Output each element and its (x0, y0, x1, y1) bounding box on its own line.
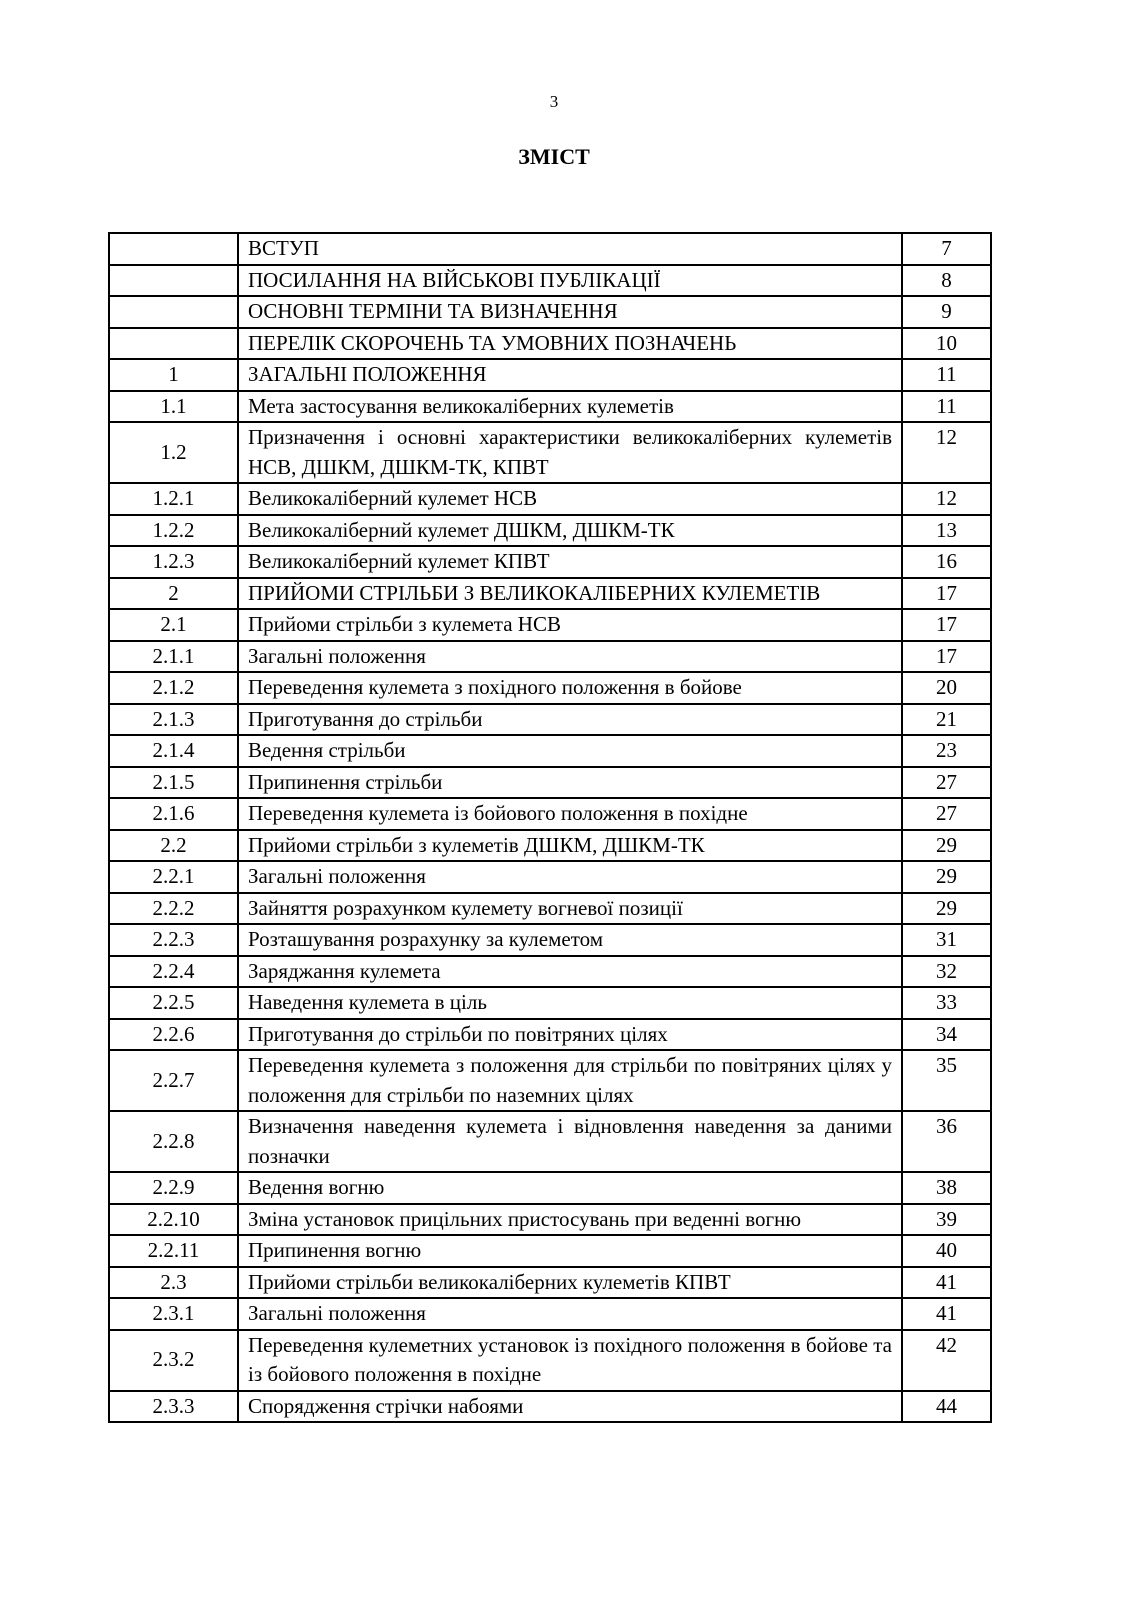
toc-row (109, 798, 991, 830)
toc-page-number: 11 (902, 359, 991, 391)
toc-section-title: Прийоми стрільби з кулемета НСВ (238, 609, 902, 641)
toc-page-number: 12 (902, 422, 991, 483)
page-number: 3 (549, 92, 559, 111)
toc-page-number: 12 (902, 483, 991, 515)
toc-page-number: 11 (902, 391, 991, 423)
toc-section-title: ОСНОВНІ ТЕРМІНИ ТА ВИЗНАЧЕННЯ (238, 296, 902, 328)
toc-section-title: Великокаліберний кулемет КПВТ (238, 546, 902, 578)
toc-row (109, 233, 991, 265)
toc-page-number: 42 (902, 1330, 991, 1391)
toc-section-title: Прийоми стрільби великокаліберних кулеметів КПВТ (238, 1267, 902, 1299)
toc-section-title: Наведення кулемета в ціль (238, 987, 902, 1019)
toc-section-number: 2.2.9 (109, 1172, 238, 1204)
toc-row (109, 704, 991, 736)
toc-section-title: Переведення кулемета з похідного положення в бойове (238, 672, 902, 704)
toc-section-number: 2.2.1 (109, 861, 238, 893)
toc-page-number: 44 (902, 1391, 991, 1423)
toc-row (109, 1050, 991, 1111)
toc-row (109, 1330, 991, 1391)
toc-row (109, 1204, 991, 1236)
toc-page-number: 17 (902, 641, 991, 673)
toc-section-title: Переведення кулеметних установок із похідного положення в бойове та із бойового положення в похідне (238, 1330, 902, 1391)
toc-section-number: 2.2.10 (109, 1204, 238, 1236)
toc-section-title: ПЕРЕЛІК СКОРОЧЕНЬ ТА УМОВНИХ ПОЗНАЧЕНЬ (238, 328, 902, 360)
toc-row (109, 328, 991, 360)
table-of-contents (108, 232, 992, 1423)
toc-page-number: 31 (902, 924, 991, 956)
toc-page-number: 17 (902, 609, 991, 641)
toc-page-number: 36 (902, 1111, 991, 1172)
toc-section-number: 2.1.3 (109, 704, 238, 736)
toc-section-number: 2 (109, 578, 238, 610)
toc-page-number: 7 (902, 233, 991, 265)
toc-section-number: 2.3.1 (109, 1298, 238, 1330)
toc-page-number: 17 (902, 578, 991, 610)
toc-section-title: Великокаліберний кулемет ДШКМ, ДШКМ-ТК (238, 515, 902, 547)
toc-section-title: Спорядження стрічки набоями (238, 1391, 902, 1423)
toc-row (109, 672, 991, 704)
toc-section-number: 1.2 (109, 422, 238, 483)
toc-section-number: 2.1 (109, 609, 238, 641)
toc-section-title: Призначення і основні характеристики великокаліберних кулеметів НСВ, ДШКМ, ДШКМ-ТК, КПВТ (238, 422, 902, 483)
toc-section-title: Приготування до стрільби по повітряних цілях (238, 1019, 902, 1051)
toc-row (109, 1111, 991, 1172)
toc-section-title: Зайняття розрахунком кулемету вогневої позиції (238, 893, 902, 925)
toc-section-number: 2.3 (109, 1267, 238, 1299)
toc-section-number: 1.2.1 (109, 483, 238, 515)
toc-section-title: Припинення стрільби (238, 767, 902, 799)
toc-page-number: 10 (902, 328, 991, 360)
toc-row (109, 641, 991, 673)
toc-page-number: 38 (902, 1172, 991, 1204)
toc-section-number: 2.2 (109, 830, 238, 862)
toc-page-number: 40 (902, 1235, 991, 1267)
toc-section-number: 2.3.2 (109, 1330, 238, 1391)
toc-section-title: Прийоми стрільби з кулеметів ДШКМ, ДШКМ-ТК (238, 830, 902, 862)
toc-section-number (109, 265, 238, 297)
toc-row (109, 735, 991, 767)
toc-section-number: 2.2.6 (109, 1019, 238, 1051)
toc-row (109, 1019, 991, 1051)
toc-section-number: 2.2.3 (109, 924, 238, 956)
toc-section-title: Визначення наведення кулемета і відновлення наведення за даними позначки (238, 1111, 902, 1172)
toc-section-title: Зміна установок прицільних пристосувань при веденні вогню (238, 1204, 902, 1236)
toc-section-title: ВСТУП (238, 233, 902, 265)
toc-page-number: 27 (902, 767, 991, 799)
toc-section-title: ПОСИЛАННЯ НА ВІЙСЬКОВІ ПУБЛІКАЦІЇ (238, 265, 902, 297)
toc-section-number: 2.2.7 (109, 1050, 238, 1111)
toc-row (109, 546, 991, 578)
toc-section-title: Загальні положення (238, 641, 902, 673)
toc-section-number: 1.2.2 (109, 515, 238, 547)
page-title: ЗМІСТ (518, 144, 590, 169)
toc-row (109, 1235, 991, 1267)
toc-section-title: Переведення кулемета з положення для стрільби по повітряних цілях у положення для стрільби по наземних цілях (238, 1050, 902, 1111)
toc-page-number: 39 (902, 1204, 991, 1236)
toc-section-title: ПРИЙОМИ СТРІЛЬБИ З ВЕЛИКОКАЛІБЕРНИХ КУЛЕМЕТІВ (238, 578, 902, 610)
toc-page-number: 21 (902, 704, 991, 736)
toc-row (109, 1267, 991, 1299)
toc-page-number: 41 (902, 1298, 991, 1330)
toc-page-number: 29 (902, 830, 991, 862)
toc-row (109, 265, 991, 297)
toc-section-title: Припинення вогню (238, 1235, 902, 1267)
toc-row (109, 767, 991, 799)
toc-section-number: 1.2.3 (109, 546, 238, 578)
toc-page-number: 16 (902, 546, 991, 578)
toc-row (109, 515, 991, 547)
toc-section-number: 2.1.4 (109, 735, 238, 767)
toc-page-number: 33 (902, 987, 991, 1019)
toc-section-title: Ведення стрільби (238, 735, 902, 767)
toc-section-title: Великокаліберний кулемет НСВ (238, 483, 902, 515)
toc-page-number: 20 (902, 672, 991, 704)
toc-row (109, 1172, 991, 1204)
toc-section-title: ЗАГАЛЬНІ ПОЛОЖЕННЯ (238, 359, 902, 391)
toc-section-number: 2.3.3 (109, 1391, 238, 1423)
toc-row (109, 483, 991, 515)
toc-page-number: 34 (902, 1019, 991, 1051)
toc-row (109, 861, 991, 893)
toc-page-number: 8 (902, 265, 991, 297)
toc-section-title: Ведення вогню (238, 1172, 902, 1204)
toc-section-title: Приготування до стрільби (238, 704, 902, 736)
toc-section-title: Загальні положення (238, 1298, 902, 1330)
toc-section-number: 2.1.1 (109, 641, 238, 673)
toc-row (109, 391, 991, 423)
toc-section-number: 2.1.5 (109, 767, 238, 799)
toc-page-number: 13 (902, 515, 991, 547)
toc-page-number: 32 (902, 956, 991, 988)
toc-row (109, 578, 991, 610)
toc-page-number: 35 (902, 1050, 991, 1111)
toc-section-number: 1.1 (109, 391, 238, 423)
toc-section-number: 1 (109, 359, 238, 391)
toc-row (109, 987, 991, 1019)
toc-section-number: 2.1.6 (109, 798, 238, 830)
toc-section-number: 2.2.2 (109, 893, 238, 925)
toc-section-number: 2.1.2 (109, 672, 238, 704)
toc-row (109, 1391, 991, 1423)
toc-row (109, 924, 991, 956)
toc-section-title: Загальні положення (238, 861, 902, 893)
toc-section-title: Мета застосування великокаліберних кулеметів (238, 391, 902, 423)
toc-section-title: Розташування розрахунку за кулеметом (238, 924, 902, 956)
toc-page-number: 23 (902, 735, 991, 767)
toc-section-number (109, 233, 238, 265)
toc-section-title: Заряджання кулемета (238, 956, 902, 988)
toc-row (109, 296, 991, 328)
toc-row (109, 1298, 991, 1330)
toc-section-number: 2.2.5 (109, 987, 238, 1019)
toc-page-number: 9 (902, 296, 991, 328)
toc-section-number: 2.2.11 (109, 1235, 238, 1267)
toc-section-number (109, 296, 238, 328)
toc-page-number: 27 (902, 798, 991, 830)
toc-page-number: 41 (902, 1267, 991, 1299)
toc-page-number: 29 (902, 893, 991, 925)
toc-page-number: 29 (902, 861, 991, 893)
toc-section-number (109, 328, 238, 360)
toc-section-number: 2.2.4 (109, 956, 238, 988)
toc-row (109, 359, 991, 391)
toc-row (109, 956, 991, 988)
toc-row (109, 422, 991, 483)
toc-row (109, 609, 991, 641)
toc-section-number: 2.2.8 (109, 1111, 238, 1172)
toc-section-title: Переведення кулемета із бойового положення в похідне (238, 798, 902, 830)
toc-row (109, 830, 991, 862)
toc-row (109, 893, 991, 925)
